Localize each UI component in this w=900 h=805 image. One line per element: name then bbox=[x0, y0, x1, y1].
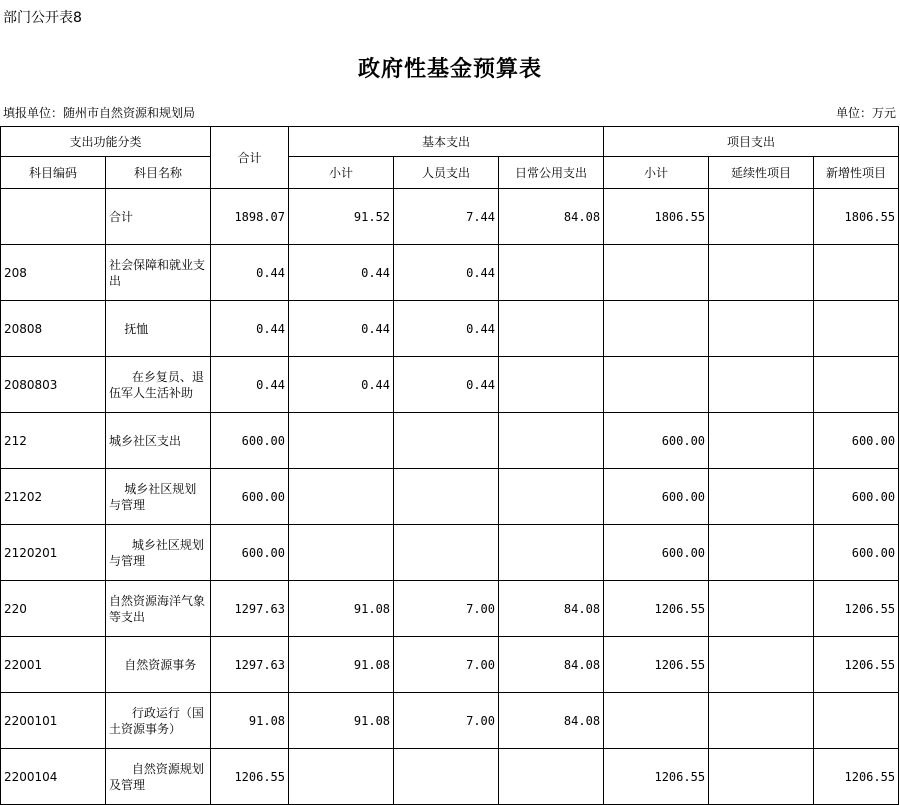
cell-basic-subtotal: 0.44 bbox=[289, 357, 394, 413]
cell-total: 91.08 bbox=[211, 693, 289, 749]
cell-public: 84.08 bbox=[499, 693, 604, 749]
cell-public: 84.08 bbox=[499, 637, 604, 693]
cell-basic-subtotal: 91.08 bbox=[289, 581, 394, 637]
cell-code: 21202 bbox=[1, 469, 106, 525]
cell-total: 600.00 bbox=[211, 469, 289, 525]
cell-personnel: 0.44 bbox=[394, 357, 499, 413]
header-total: 合计 bbox=[211, 127, 289, 189]
cell-continuing bbox=[709, 469, 814, 525]
cell-code: 22001 bbox=[1, 637, 106, 693]
cell-public bbox=[499, 413, 604, 469]
table-row bbox=[1, 413, 899, 469]
cell-project-subtotal: 600.00 bbox=[604, 413, 709, 469]
cell-code: 208 bbox=[1, 245, 106, 301]
cell-project-subtotal: 1206.55 bbox=[604, 581, 709, 637]
cell-new: 600.00 bbox=[814, 525, 899, 581]
cell-total: 1297.63 bbox=[211, 637, 289, 693]
cell-personnel bbox=[394, 749, 499, 805]
table-row bbox=[1, 637, 899, 693]
cell-basic-subtotal: 91.08 bbox=[289, 637, 394, 693]
cell-public: 84.08 bbox=[499, 189, 604, 245]
header-basic-subtotal: 小计 bbox=[289, 157, 394, 189]
cell-personnel: 7.00 bbox=[394, 637, 499, 693]
cell-code: 2080803 bbox=[1, 357, 106, 413]
currency-unit: 单位：万元 bbox=[835, 106, 896, 120]
cell-new: 1206.55 bbox=[814, 749, 899, 805]
cell-personnel: 7.44 bbox=[394, 189, 499, 245]
header-continuing: 延续性项目 bbox=[709, 157, 814, 189]
cell-basic-subtotal bbox=[289, 525, 394, 581]
cell-new: 1806.55 bbox=[814, 189, 899, 245]
header-public: 日常公用支出 bbox=[499, 157, 604, 189]
cell-continuing bbox=[709, 245, 814, 301]
cell-code: 220 bbox=[1, 581, 106, 637]
cell-name: 在乡复员、退伍军人生活补助 bbox=[106, 357, 211, 413]
cell-total: 0.44 bbox=[211, 357, 289, 413]
cell-personnel: 0.44 bbox=[394, 301, 499, 357]
filling-unit: 填报单位：随州市自然资源和规划局 bbox=[3, 106, 196, 120]
header-project: 项目支出 bbox=[604, 127, 899, 157]
table-body bbox=[1, 189, 899, 805]
table-row bbox=[1, 357, 899, 413]
cell-code: 20808 bbox=[1, 301, 106, 357]
table-row bbox=[1, 301, 899, 357]
table-row bbox=[1, 469, 899, 525]
cell-project-subtotal bbox=[604, 693, 709, 749]
budget-table bbox=[0, 126, 899, 805]
cell-new bbox=[814, 301, 899, 357]
header-personnel: 人员支出 bbox=[394, 157, 499, 189]
cell-basic-subtotal bbox=[289, 469, 394, 525]
cell-new: 600.00 bbox=[814, 413, 899, 469]
cell-name: 城乡社区规划与管理 bbox=[106, 525, 211, 581]
cell-new bbox=[814, 693, 899, 749]
cell-continuing bbox=[709, 357, 814, 413]
header-new: 新增性项目 bbox=[814, 157, 899, 189]
cell-project-subtotal bbox=[604, 357, 709, 413]
cell-code: 2200101 bbox=[1, 693, 106, 749]
table-row bbox=[1, 749, 899, 805]
cell-name: 行政运行（国土资源事务） bbox=[106, 693, 211, 749]
cell-project-subtotal: 600.00 bbox=[604, 469, 709, 525]
cell-continuing bbox=[709, 413, 814, 469]
cell-public bbox=[499, 301, 604, 357]
cell-project-subtotal bbox=[604, 301, 709, 357]
header-func-class: 支出功能分类 bbox=[1, 127, 211, 157]
cell-total: 1206.55 bbox=[211, 749, 289, 805]
cell-basic-subtotal bbox=[289, 749, 394, 805]
cell-public bbox=[499, 469, 604, 525]
page-title: 政府性基金预算表 bbox=[357, 56, 542, 82]
cell-continuing bbox=[709, 693, 814, 749]
cell-total: 600.00 bbox=[211, 525, 289, 581]
header-row-sub bbox=[1, 157, 899, 189]
cell-personnel: 7.00 bbox=[394, 693, 499, 749]
table-row bbox=[1, 693, 899, 749]
cell-continuing bbox=[709, 581, 814, 637]
cell-code: 2200104 bbox=[1, 749, 106, 805]
cell-basic-subtotal: 0.44 bbox=[289, 245, 394, 301]
cell-new bbox=[814, 245, 899, 301]
cell-total: 1297.63 bbox=[211, 581, 289, 637]
header-row-top bbox=[1, 127, 899, 157]
cell-project-subtotal bbox=[604, 245, 709, 301]
cell-total: 0.44 bbox=[211, 301, 289, 357]
cell-name: 城乡社区规划与管理 bbox=[106, 469, 211, 525]
cell-public bbox=[499, 357, 604, 413]
cell-total: 0.44 bbox=[211, 245, 289, 301]
cell-name: 合计 bbox=[106, 189, 211, 245]
cell-name: 抚恤 bbox=[106, 301, 211, 357]
cell-new bbox=[814, 357, 899, 413]
cell-personnel bbox=[394, 469, 499, 525]
table-row bbox=[1, 581, 899, 637]
cell-public: 84.08 bbox=[499, 581, 604, 637]
header-name: 科目名称 bbox=[106, 157, 211, 189]
cell-continuing bbox=[709, 637, 814, 693]
table-row bbox=[1, 525, 899, 581]
cell-new: 1206.55 bbox=[814, 581, 899, 637]
cell-total: 1898.07 bbox=[211, 189, 289, 245]
cell-name: 自然资源规划及管理 bbox=[106, 749, 211, 805]
cell-code: 2120201 bbox=[1, 525, 106, 581]
cell-name: 自然资源事务 bbox=[106, 637, 211, 693]
cell-personnel bbox=[394, 525, 499, 581]
header-project-subtotal: 小计 bbox=[604, 157, 709, 189]
cell-basic-subtotal bbox=[289, 413, 394, 469]
document-label: 部门公开表8 bbox=[3, 10, 82, 26]
cell-project-subtotal: 1206.55 bbox=[604, 749, 709, 805]
cell-new: 600.00 bbox=[814, 469, 899, 525]
header-code: 科目编码 bbox=[1, 157, 106, 189]
cell-continuing bbox=[709, 749, 814, 805]
cell-code bbox=[1, 189, 106, 245]
cell-new: 1206.55 bbox=[814, 637, 899, 693]
cell-basic-subtotal: 0.44 bbox=[289, 301, 394, 357]
cell-basic-subtotal: 91.52 bbox=[289, 189, 394, 245]
cell-public bbox=[499, 525, 604, 581]
cell-name: 城乡社区支出 bbox=[106, 413, 211, 469]
cell-basic-subtotal: 91.08 bbox=[289, 693, 394, 749]
cell-name: 自然资源海洋气象等支出 bbox=[106, 581, 211, 637]
cell-project-subtotal: 1806.55 bbox=[604, 189, 709, 245]
cell-project-subtotal: 600.00 bbox=[604, 525, 709, 581]
cell-public bbox=[499, 749, 604, 805]
table-row bbox=[1, 245, 899, 301]
cell-personnel: 7.00 bbox=[394, 581, 499, 637]
cell-public bbox=[499, 245, 604, 301]
cell-code: 212 bbox=[1, 413, 106, 469]
header-basic: 基本支出 bbox=[289, 127, 604, 157]
cell-continuing bbox=[709, 525, 814, 581]
cell-personnel bbox=[394, 413, 499, 469]
cell-continuing bbox=[709, 189, 814, 245]
cell-personnel: 0.44 bbox=[394, 245, 499, 301]
cell-project-subtotal: 1206.55 bbox=[604, 637, 709, 693]
cell-total: 600.00 bbox=[211, 413, 289, 469]
cell-name: 社会保障和就业支出 bbox=[106, 245, 211, 301]
cell-continuing bbox=[709, 301, 814, 357]
table-row bbox=[1, 189, 899, 245]
